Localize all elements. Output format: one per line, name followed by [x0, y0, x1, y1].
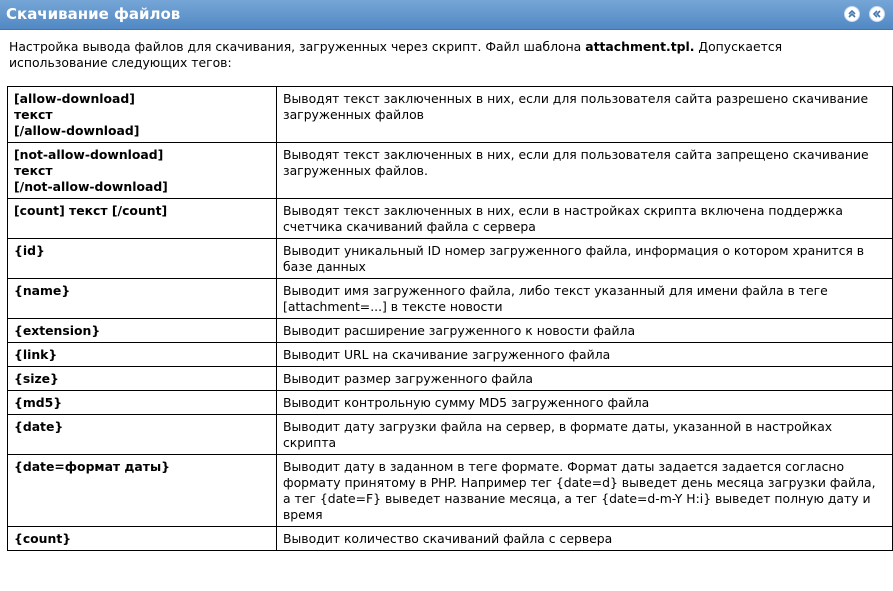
description-cell: Выводит расширение загруженного к новости файла [277, 319, 893, 343]
tag-text: текст [14, 107, 53, 122]
tag-text: [/not-allow-download] [14, 179, 168, 194]
panel-title: Скачивание файлов [6, 5, 181, 23]
tag-text: {extension} [14, 323, 101, 338]
tag-text: {date=формат даты} [14, 459, 170, 474]
tag-cell [8, 343, 277, 367]
tag-text: {count} [14, 531, 72, 546]
table-row [8, 455, 893, 527]
description-cell: Выводит контрольную сумму MD5 загруженного файла [277, 391, 893, 415]
tag-cell [8, 415, 277, 455]
table-row [8, 279, 893, 319]
description-cell: Выводит размер загруженного файла [277, 367, 893, 391]
tags-table [7, 86, 893, 551]
table-row [8, 367, 893, 391]
tag-text: {link} [14, 347, 58, 362]
tag-cell [8, 391, 277, 415]
table-row [8, 415, 893, 455]
panel-header [0, 0, 893, 30]
tag-cell [8, 319, 277, 343]
tag-cell [8, 239, 277, 279]
table-row [8, 319, 893, 343]
description-cell: Выводят текст заключенных в них, если для пользователя сайта разрешено скачивание загруженных файлов [277, 87, 893, 143]
tag-text: [allow-download] [14, 91, 135, 106]
tag-text: {id} [14, 243, 45, 258]
description-cell: Выводит URL на скачивание загруженного файла [277, 343, 893, 367]
description-cell: Выводит дату в заданном в теге формате. Формат даты задается задается согласно формату принятому в PHP. Например тег {date=d} выведет день месяца загрузки файла, а тег {date=F} выведет название месяца, а тег {date=d-m-Y H:i} выведет полную дату и время [277, 455, 893, 527]
template-file-name: attachment.tpl. [585, 39, 695, 54]
tag-text: [/allow-download] [14, 123, 140, 138]
tag-text: {size} [14, 371, 59, 386]
back-button[interactable] [869, 6, 885, 22]
tag-text: {date} [14, 419, 64, 434]
tag-text: [not-allow-download] [14, 147, 164, 162]
collapse-icon [847, 9, 857, 19]
tag-text: текст [14, 163, 53, 178]
tag-cell [8, 199, 277, 239]
table-row [8, 143, 893, 199]
tag-text: [count] текст [/count] [14, 203, 168, 218]
tag-cell [8, 279, 277, 319]
tag-cell [8, 367, 277, 391]
description-cell: Выводит уникальный ID номер загруженного файла, информация о котором хранится в базе данных [277, 239, 893, 279]
intro-text [9, 39, 869, 71]
tag-text: {md5} [14, 395, 63, 410]
intro-text-after: Допускается использование следующих тегов: [9, 39, 783, 70]
tag-text: {name} [14, 283, 71, 298]
tag-cell [8, 143, 277, 199]
table-row [8, 239, 893, 279]
table-row [8, 527, 893, 551]
tag-cell [8, 87, 277, 143]
description-cell: Выводит дату загрузки файла на сервер, в формате даты, указанной в настройках скрипта [277, 415, 893, 455]
table-row [8, 343, 893, 367]
back-icon [872, 9, 882, 19]
table-row [8, 199, 893, 239]
tag-cell [8, 527, 277, 551]
table-row [8, 391, 893, 415]
description-cell: Выводит имя загруженного файла, либо текст указанный для имени файла в теге [attachment=...] в тексте новости [277, 279, 893, 319]
table-row [8, 87, 893, 143]
tag-cell [8, 455, 277, 527]
description-cell: Выводят текст заключенных в них, если для пользователя сайта запрещено скачивание загруженных файлов. [277, 143, 893, 199]
description-cell: Выводят текст заключенных в них, если в настройках скрипта включена поддержка счетчика скачиваний файла с сервера [277, 199, 893, 239]
collapse-button[interactable] [844, 6, 860, 22]
intro-text-before: Настройка вывода файлов для скачивания, загруженных через скрипт. Файл шаблона [9, 39, 586, 54]
description-cell: Выводит количество скачиваний файла с сервера [277, 527, 893, 551]
